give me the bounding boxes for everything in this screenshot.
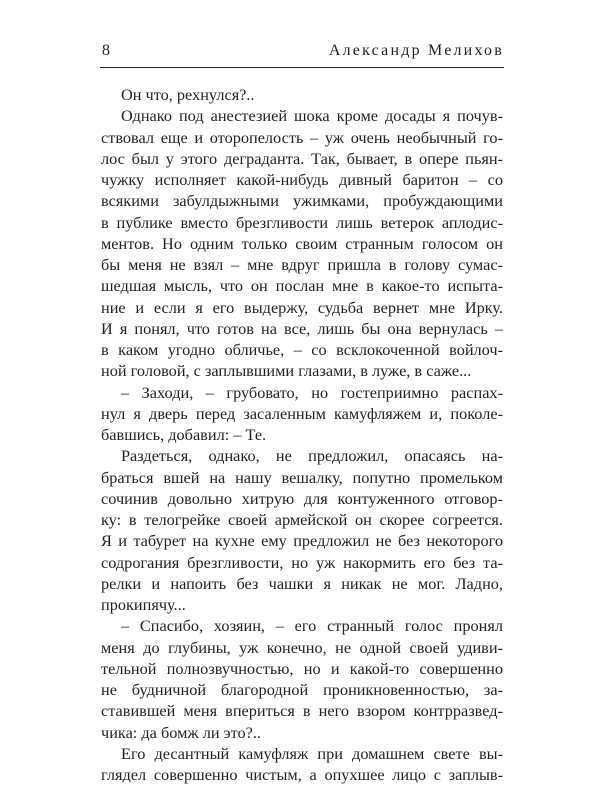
- text-line: ной головой, с заплывшими глазами, в луже, в саже...: [101, 361, 472, 381]
- header-rule: [100, 67, 504, 68]
- text-line: Раздеться, однако, не предложил, опасаясь на-: [121, 446, 503, 466]
- text-line: – Спасибо, хозяин, – его странный голос пронял: [121, 616, 503, 636]
- text-line: Его десантный камуфляж при домашнем свете вы-: [121, 743, 503, 763]
- text-line: меня до глубины, уж конечно, не одной своей удиви-: [101, 637, 503, 657]
- text-line: Однако под анестезией шока кроме досады я почув-: [121, 106, 503, 126]
- text-line: Он что, рехнулся?..: [121, 85, 255, 104]
- text-line: Я и табурет на кухне ему предложил не без некоторого: [101, 531, 503, 551]
- page-number: 8: [102, 42, 110, 59]
- text-line: бы меня не взял – мне вдруг пришла в голову сумас-: [101, 255, 503, 274]
- text-line: ние и если я его выдержу, судьба вернет мне Ирку.: [101, 297, 503, 317]
- text-line: чика: да бомж ли это?..: [101, 722, 262, 742]
- body-text: [101, 84, 503, 785]
- text-line: всякими забулдыжными ужимками, пробуждающими: [101, 191, 503, 211]
- text-line: И я понял, что готов на все, лишь бы она вернулась –: [101, 318, 503, 338]
- text-line: содрогания брезгливости, но уж накормить его без та-: [101, 552, 503, 572]
- text-line: ставившей меня впериться в него взором контрразвед-: [101, 701, 503, 721]
- text-line: ментов. Но одним только своим странным голосом он: [101, 233, 503, 253]
- text-line: нул я дверь перед засаленным камуфляжем и, поколе-: [101, 403, 503, 423]
- text-line: ку: в телогрейке своей армейской он скорее согреется.: [101, 510, 503, 529]
- text-line: прокипячу...: [101, 595, 186, 614]
- text-line: в каком угодно обличье, – со всклокоченной войлоч-: [101, 340, 503, 359]
- text-line: лос был у этого деграданта. Так, бывает, в опере пьян-: [101, 148, 503, 168]
- text-line: – Заходи, – грубовато, но гостеприимно распах-: [121, 382, 503, 402]
- text-line: бавшись, добавил: – Те.: [101, 425, 267, 444]
- text-line: чужку исполняет какой-нибудь дивный баритон – со: [101, 170, 503, 189]
- text-line: не будничной благородной проникновенностью, за-: [101, 680, 503, 699]
- running-title: Александр Мелихов: [328, 42, 504, 59]
- text-line: шедшая мысль, что он послан мне в какое-то испыта-: [101, 276, 503, 296]
- text-line: глядел совершенно чистым, а опухшее лицо с заплыв-: [101, 765, 503, 784]
- text-line: тельной полнозвучностью, но и какой-то совершенно: [101, 658, 503, 678]
- text-line: ствовал еще и оторопелость – уж очень необычный го-: [101, 127, 503, 147]
- text-line: релки и напоить без чашки я никак не мог. Ладно,: [101, 573, 503, 593]
- text-line: в публике вместо брезгливости лишь ветерок аплодис-: [101, 212, 503, 232]
- text-line: браться вшей на нашу вешалку, попутно промельком: [101, 467, 503, 487]
- text-line: сочинив довольно хитрую для контуженного отговор-: [101, 488, 503, 508]
